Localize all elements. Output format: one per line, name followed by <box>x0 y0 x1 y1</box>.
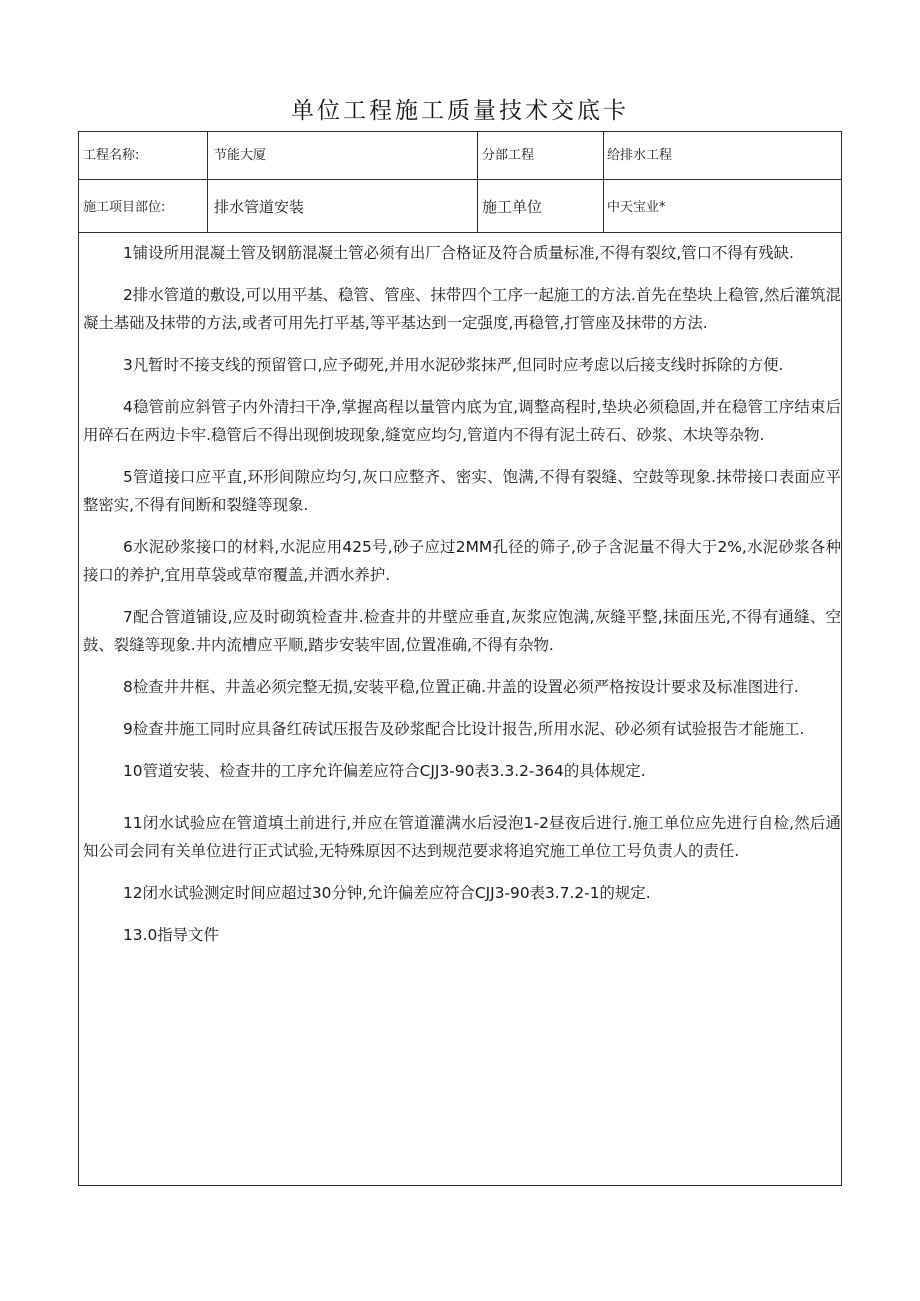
clause-paragraph: 1铺设所用混凝土管及钢筋混凝土管必须有出厂合格证及符合质量标准,不得有裂纹,管口不得有残缺. <box>123 244 794 262</box>
clause-paragraph: 10管道安装、检查井的工序允许偏差应符合CJJ3-90表3.3.2-364的具体规定. <box>123 762 646 780</box>
clause-paragraph: 7配合管道铺设,应及时砌筑检查井.检查井的井壁应垂直,灰浆应饱满,灰缝平整,抹面压光,不得有通缝、空鼓、裂缝等现象.井内流槽应平顺,踏步安装牢固,位置准确,不得有杂物. <box>83 608 841 654</box>
row-divider <box>79 179 841 180</box>
clause-paragraph: 5管道接口应平直,环形间隙应均匀,灰口应整齐、密实、饱满,不得有裂缝、空鼓等现象.抹带接口表面应平整密实,不得有间断和裂缝等现象. <box>83 468 841 514</box>
clause-paragraph: 11闭水试验应在管道填土前进行,并应在管道灌满水后浸泡1-2昼夜后进行.施工单位应先进行自检,然后通知公司会同有关单位进行正式试验,无特殊原因不达到规范要求将追究施工单位工号负责人的责任. <box>83 814 841 860</box>
construction-unit-label: 施工单位 <box>482 198 543 216</box>
construction-unit-value: 中天宝业* <box>607 200 666 215</box>
column-divider <box>603 132 604 233</box>
subdivision-label: 分部工程 <box>482 148 535 163</box>
subdivision-value: 给排水工程 <box>607 148 673 163</box>
project-name-label: 工程名称: <box>83 148 140 163</box>
work-part-label: 施工项目部位: <box>83 200 166 215</box>
disclosure-content <box>79 233 843 963</box>
disclosure-form <box>78 131 842 1186</box>
clause-paragraph: 13.0指导文件 <box>123 926 219 944</box>
clause-paragraph: 4稳管前应斜管子内外清扫干净,掌握高程以量管内底为宜,调整高程时,垫块必须稳固,并在稳管工序结束后用碎石在两边卡牢.稳管后不得出现倒坡现象,缝宽应均匀,管道内不得有泥土砖石、砂浆、木块等杂物. <box>83 398 841 444</box>
clause-paragraph: 12闭水试验测定时间应超过30分钟,允许偏差应符合CJJ3-90表3.7.2-1的规定. <box>123 884 651 902</box>
column-divider <box>207 132 208 233</box>
clause-paragraph: 3凡暂时不接支线的预留管口,应予砌死,并用水泥砂浆抹严,但同时应考虑以后接支线时拆除的方便. <box>123 356 784 374</box>
document-title: 单位工程施工质量技术交底卡 <box>291 98 629 124</box>
project-name-value: 节能大厦 <box>214 148 267 163</box>
clause-paragraph: 8检查井井框、井盖必须完整无损,安装平稳,位置正确.井盖的设置必须严格按设计要求及标准图进行. <box>123 678 799 696</box>
work-part-value: 排水管道安装 <box>214 198 305 216</box>
clause-paragraph: 9检查井施工同时应具备红砖试压报告及砂浆配合比设计报告,所用水泥、砂必须有试验报告才能施工. <box>123 720 805 738</box>
clause-paragraph: 6水泥砂浆接口的材料,水泥应用425号,砂子应过2MM孔径的筛子,砂子含泥量不得大于2%,水泥砂浆各种接口的养护,宜用草袋或草帘覆盖,并洒水养护. <box>83 538 841 584</box>
clause-paragraph: 2排水管道的敷设,可以用平基、稳管、管座、抹带四个工序一起施工的方法.首先在垫块上稳管,然后灌筑混凝土基础及抹带的方法,或者可用先打平基,等平基达到一定强度,再稳管,打管座及抹带的方法. <box>83 286 841 332</box>
column-divider <box>477 132 478 233</box>
